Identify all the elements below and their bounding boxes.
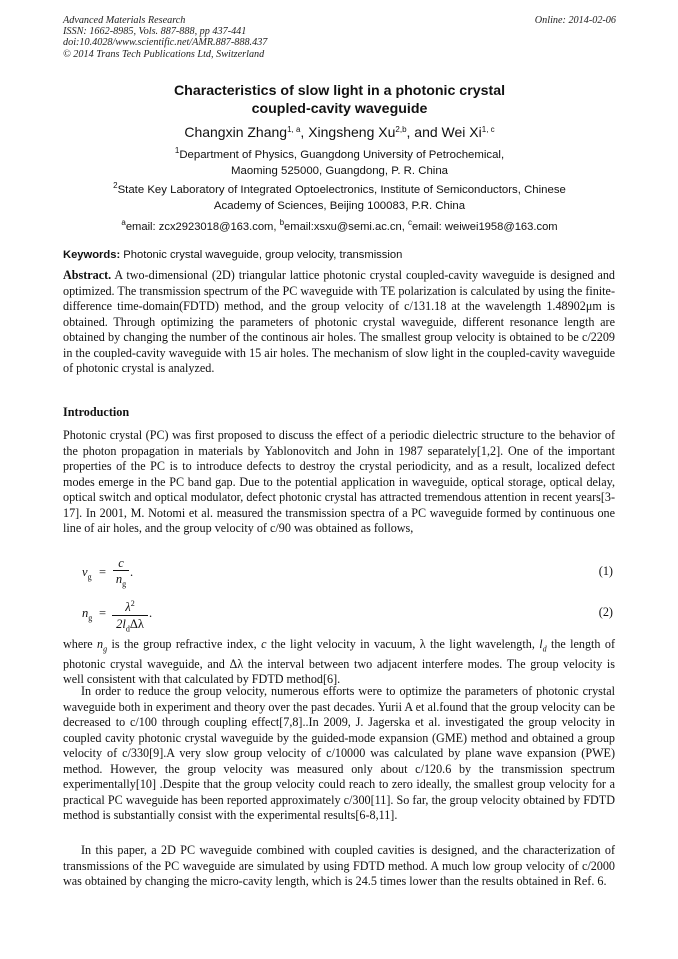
abstract-label: Abstract. bbox=[63, 268, 112, 282]
eq1-number: (1) bbox=[598, 564, 613, 578]
eq2-equals: = bbox=[99, 606, 107, 620]
eq2-period: . bbox=[149, 606, 153, 620]
where-ld-symbol: l bbox=[539, 637, 543, 651]
affiliation-2 bbox=[63, 183, 616, 214]
journal-name: Advanced Materials Research bbox=[63, 15, 186, 26]
eq2-denominator-subscript: d bbox=[125, 624, 130, 634]
eq1-denominator: n bbox=[115, 572, 123, 586]
keywords-text: Photonic crystal waveguide, group velocity, transmission bbox=[120, 249, 403, 261]
affiliation-1-marker: 1 bbox=[174, 146, 180, 155]
paper-title bbox=[63, 82, 616, 118]
eq1-numerator: c bbox=[118, 556, 124, 570]
email-a: email: zcx2923018@163.com, bbox=[125, 221, 280, 233]
keywords bbox=[63, 248, 616, 262]
doi-line: doi:10.4028/www.scientific.net/AMR.887-888.437 bbox=[63, 37, 268, 49]
author-2: , Xingsheng Xu bbox=[300, 124, 396, 140]
eq2-denominator-rest: Δλ bbox=[129, 617, 144, 632]
eq2-lhs-subscript: g bbox=[88, 613, 93, 623]
affiliation-1 bbox=[63, 148, 616, 179]
eq1-fraction bbox=[113, 556, 129, 593]
where-rest: the length of photonic crystal waveguide, and Δλ the interval between two adjacent interfere modes. The group velocity is well consistent with that calculated by FDTD method[6]. bbox=[63, 637, 615, 687]
equation-1 bbox=[82, 556, 615, 596]
intro-where-paragraph bbox=[63, 637, 615, 688]
keywords-label: Keywords: bbox=[63, 249, 121, 261]
where-prefix: where bbox=[63, 637, 98, 651]
intro-paragraph-3 bbox=[63, 843, 615, 890]
author-list bbox=[63, 123, 616, 141]
eq1-lhs-symbol: v bbox=[82, 565, 88, 579]
eq2-lhs-symbol: n bbox=[82, 606, 89, 620]
intro-paragraph-2-text: In order to reduce the group velocity, numerous efforts were to optimize the parameters of photonic crystal waveguide both in experiment and theory over the past decades. Yurii A et al.found that the group velocity can be decreased to c/100 through coupling effect[7,8]..In 2009, J. Jagerska et al. investigated the group velocity in coupled cavity photonic crystal waveguide by the guided-mode expansion (GME) method and obtained a group velocity of c/330[9].A very slow group velocity of c/10000 was calculated by plane wave expansion (PWE) method. However, the group velocity was measured only about c/120.6 by the transmission spectrum experimentally[10] .Despite that the group velocity could reach to zero ideally, the smallest group velocity for a practical PC waveguide has been reported approximately c/300[11]. So far, the group velocity obtained by FDTD method is substantially consist with the experimental results[6-8,11]. bbox=[63, 684, 615, 822]
where-c-definition: the light velocity in vacuum, λ the light wavelength, bbox=[266, 637, 540, 651]
title-line-1: Characteristics of slow light in a photonic crystal bbox=[173, 83, 506, 99]
equation-2 bbox=[82, 596, 615, 636]
affiliation-2-line-2: Academy of Sciences, Beijing 100083, P.R. China bbox=[213, 199, 466, 212]
issn-line: ISSN: 1662-8985, Vols. 887-888, pp 437-441 bbox=[63, 26, 247, 38]
intro-paragraph-2 bbox=[63, 684, 615, 824]
eq2-numerator: λ bbox=[125, 600, 131, 615]
author-3: , and Wei Xi bbox=[406, 124, 482, 140]
copyright-line: © 2014 Trans Tech Publications Ltd, Switzerland bbox=[63, 48, 265, 60]
journal-header bbox=[63, 15, 616, 60]
abstract bbox=[63, 268, 615, 377]
email-list bbox=[63, 220, 616, 234]
eq1-period: . bbox=[130, 565, 134, 579]
affiliation-1-line-1: Department of Physics, Guangdong University of Petrochemical, bbox=[179, 149, 505, 161]
affiliation-1-line-2: Maoming 525000, Guangdong, P. R. China bbox=[231, 164, 448, 177]
section-heading-introduction: Introduction bbox=[63, 405, 130, 419]
author-1: Changxin Zhang bbox=[184, 124, 288, 140]
affiliation-2-marker: 2 bbox=[113, 181, 118, 190]
intro-paragraph-3-text: In this paper, a 2D PC waveguide combined with coupled cavities is designed, and the characterization of transmissions of the PC waveguide are simulated by using FDTD method. A much low group velocity of c/2000 was obtained by changing the micro-cavity length, which is 24.5 times lower than the results obtained in Ref. 6. bbox=[63, 843, 615, 888]
eq1-denominator-subscript: g bbox=[122, 579, 127, 589]
online-date: Online: 2014-02-06 bbox=[534, 15, 616, 26]
author-3-affiliation: 1, c bbox=[481, 125, 495, 134]
where-c-symbol: c bbox=[261, 637, 267, 651]
eq2-fraction bbox=[112, 596, 148, 638]
email-c: email: weiwei1958@163.com bbox=[411, 221, 558, 233]
eq1-equals: = bbox=[99, 565, 107, 579]
author-1-affiliation: 1, a bbox=[287, 125, 301, 134]
affiliation-2-line-1: State Key Laboratory of Integrated Optoelectronics, Institute of Semiconductors, Chinese bbox=[117, 184, 566, 196]
eq2-numerator-exponent: 2 bbox=[130, 599, 135, 608]
where-ng-subscript: g bbox=[103, 644, 108, 654]
author-2-affiliation: 2,b bbox=[395, 125, 407, 134]
title-line-2: coupled-cavity waveguide bbox=[251, 101, 428, 117]
where-ld-subscript: d bbox=[542, 644, 547, 654]
eq2-number: (2) bbox=[598, 605, 613, 619]
where-ng-definition: is the group refractive index, bbox=[107, 637, 262, 651]
where-ng-symbol: n bbox=[97, 637, 104, 651]
eq1-lhs-subscript: g bbox=[87, 572, 92, 582]
email-a-marker: a bbox=[121, 218, 126, 227]
eq2-denominator: 2l bbox=[116, 617, 126, 632]
email-c-marker: c bbox=[407, 218, 412, 227]
intro-paragraph-1 bbox=[63, 428, 615, 537]
abstract-text: A two-dimensional (2D) triangular lattice photonic crystal coupled-cavity waveguide is designed and optimized. The transmission spectrum of the PC waveguide with TE polarization is calculated by using the finite-difference time-domain(FDTD) method, and the group velocity of c/131.18 at the wavelength 1.48902μm is obtained. Through optimizing the parameters of photonic crystal waveguide, different resonance length are obtained by changing the number of the continous air holes. The smallest group velocity is obtained to be c/2209 in the coupled-cavity waveguide with 15 air holes. The mechanism of slow light in the coupled-cavity waveguide of photonic crystal is analyzed. bbox=[63, 268, 615, 375]
eq2-lhs bbox=[82, 606, 92, 623]
eq1-lhs bbox=[82, 565, 92, 582]
email-b: email:xsxu@semi.ac.cn, bbox=[284, 221, 408, 233]
intro-paragraph-1-text: Photonic crystal (PC) was first proposed to discuss the effect of a periodic dielectric structure to the behavior of the photon propagation in materials by Yablonovitch and John in 1987 separately[1,2]. One of the important properties of the PC is to introduce defects to destroy the crystal periodicity, and as a result, localized defect modes emerge in the PC band gap. Due to the potential application in waveguide, optical storage, optical delay, optical switch and optical modulator, defect photonic crystal has attracted tremendous attention in recent years[3-17]. In 2001, M. Notomi et al. measured the transmission spectra of a PC waveguide formed by continuous one line of air holes, and the group velocity of c/90 was obtained as follows, bbox=[63, 428, 615, 535]
email-b-marker: b bbox=[279, 218, 285, 227]
